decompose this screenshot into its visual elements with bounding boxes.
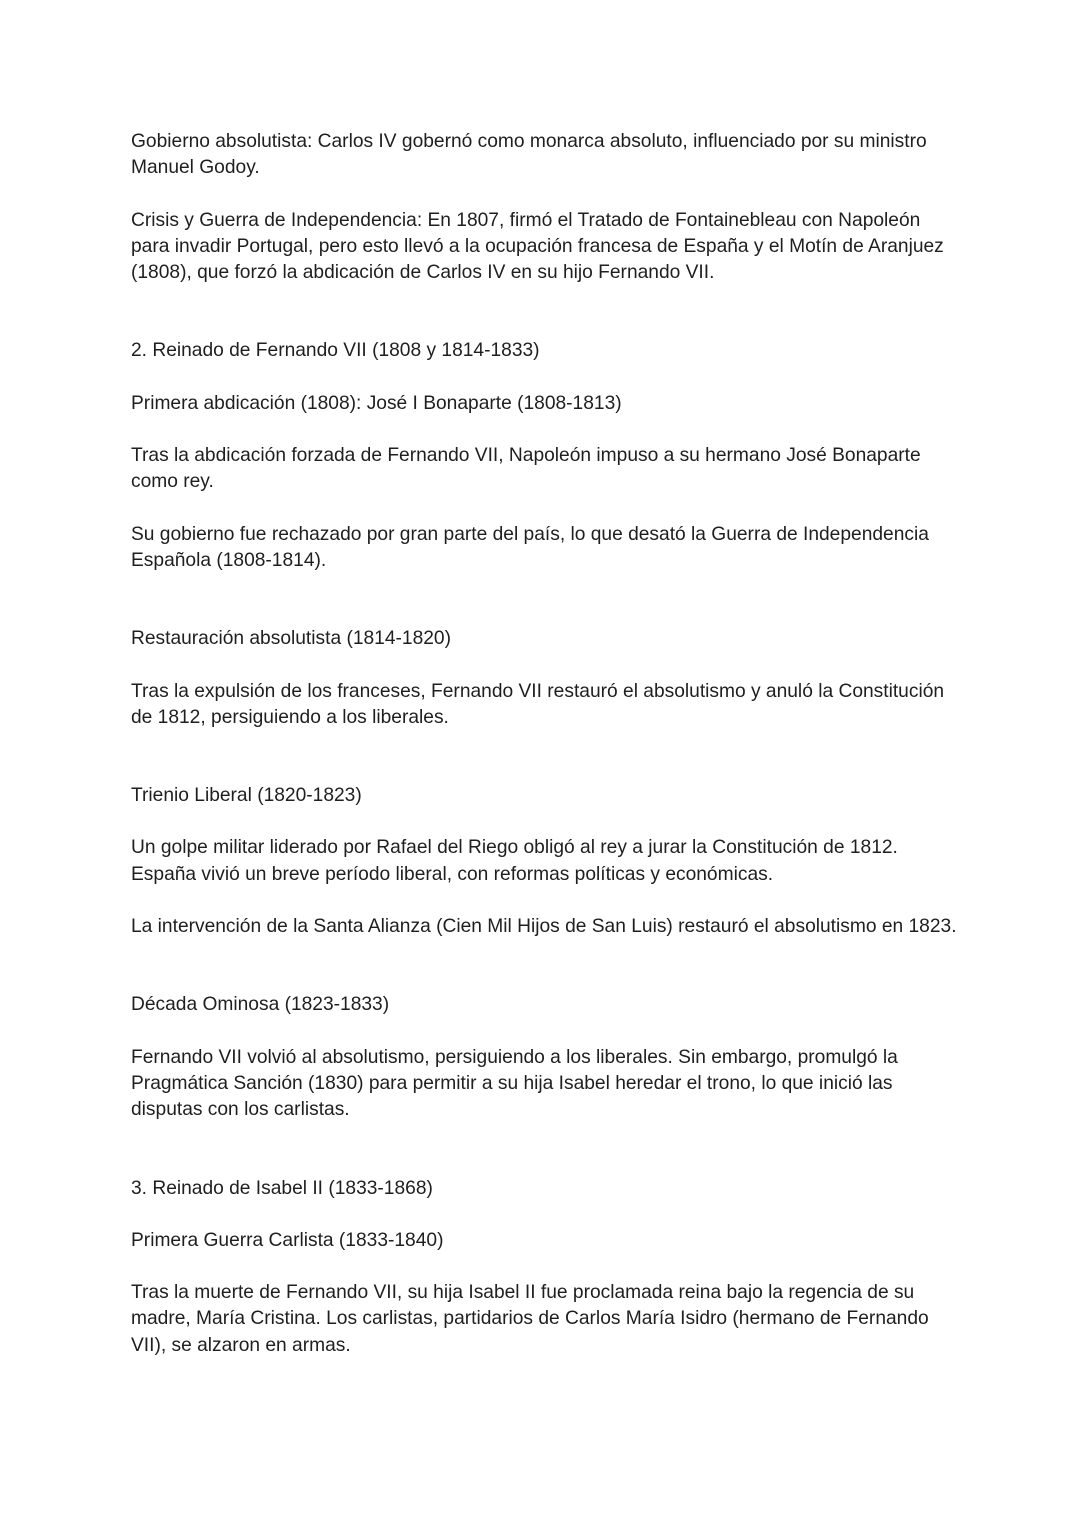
paragraph-crisis-guerra: Crisis y Guerra de Independencia: En 1807, firmó el Tratado de Fontainebleau con Napoleón para invadir Portugal, pero esto llevó a la ocupación francesa de España y el Motín de Aranjuez (1808), que forzó la abdicación de Carlos IV en su hijo Fernando VII.	[131, 209, 944, 284]
paragraph-gobierno-absolutista: Gobierno absolutista: Carlos IV gobernó como monarca absoluto, influenciado por su ministro Manuel Godoy.	[131, 131, 927, 179]
paragraph-golpe-militar: Un golpe militar liderado por Rafael del Riego obligó al rey a jurar la Constitución de 1812. España vivió un breve período liberal, con reformas políticas y económicas.	[131, 837, 898, 885]
paragraph-muerte-fernando: Tras la muerte de Fernando VII, su hija Isabel II fue proclamada reina bajo la regencia de su madre, María Cristina. Los carlistas, partidarios de Carlos María Isidro (hermano de Fernando VII), se alzaron en armas.	[131, 1282, 929, 1356]
paragraph-pragmatica-sancion: Fernando VII volvió al absolutismo, persiguiendo a los liberales. Sin embargo, promulgó la Pragmática Sanción (1830) para permitir a su hija Isabel heredar el trono, lo que inició las disputas con los carlistas.	[131, 1046, 898, 1121]
paragraph-gobierno-rechazado: Su gobierno fue rechazado por gran parte del país, lo que desató la Guerra de Independencia Española (1808-1814).	[131, 523, 929, 571]
paragraph-santa-alianza: La intervención de la Santa Alianza (Cien Mil Hijos de San Luis) restauró el absolutismo en 1823.	[131, 916, 957, 938]
document-body	[131, 129, 961, 1359]
paragraph-expulsion-franceses: Tras la expulsión de los franceses, Fernando VII restauró el absolutismo y anuló la Constitución de 1812, persiguiendo a los liberales.	[131, 680, 945, 728]
subheading-primera-abdicacion: Primera abdicación (1808): José I Bonaparte (1808-1813)	[131, 392, 622, 414]
subheading-decada-ominosa: Década Ominosa (1823-1833)	[131, 994, 390, 1016]
section-heading-fernando-vii: 2. Reinado de Fernando VII (1808 y 1814-1833)	[131, 340, 540, 362]
section-heading-isabel-ii: 3. Reinado de Isabel II (1833-1868)	[131, 1177, 433, 1199]
subheading-trienio-liberal: Trienio Liberal (1820-1823)	[131, 785, 362, 807]
subheading-primera-guerra-carlista: Primera Guerra Carlista (1833-1840)	[131, 1229, 444, 1251]
paragraph-abdicacion-forzada: Tras la abdicación forzada de Fernando VII, Napoleón impuso a su hermano José Bonaparte como rey.	[131, 445, 921, 493]
subheading-restauracion-absolutista: Restauración absolutista (1814-1820)	[131, 628, 451, 650]
